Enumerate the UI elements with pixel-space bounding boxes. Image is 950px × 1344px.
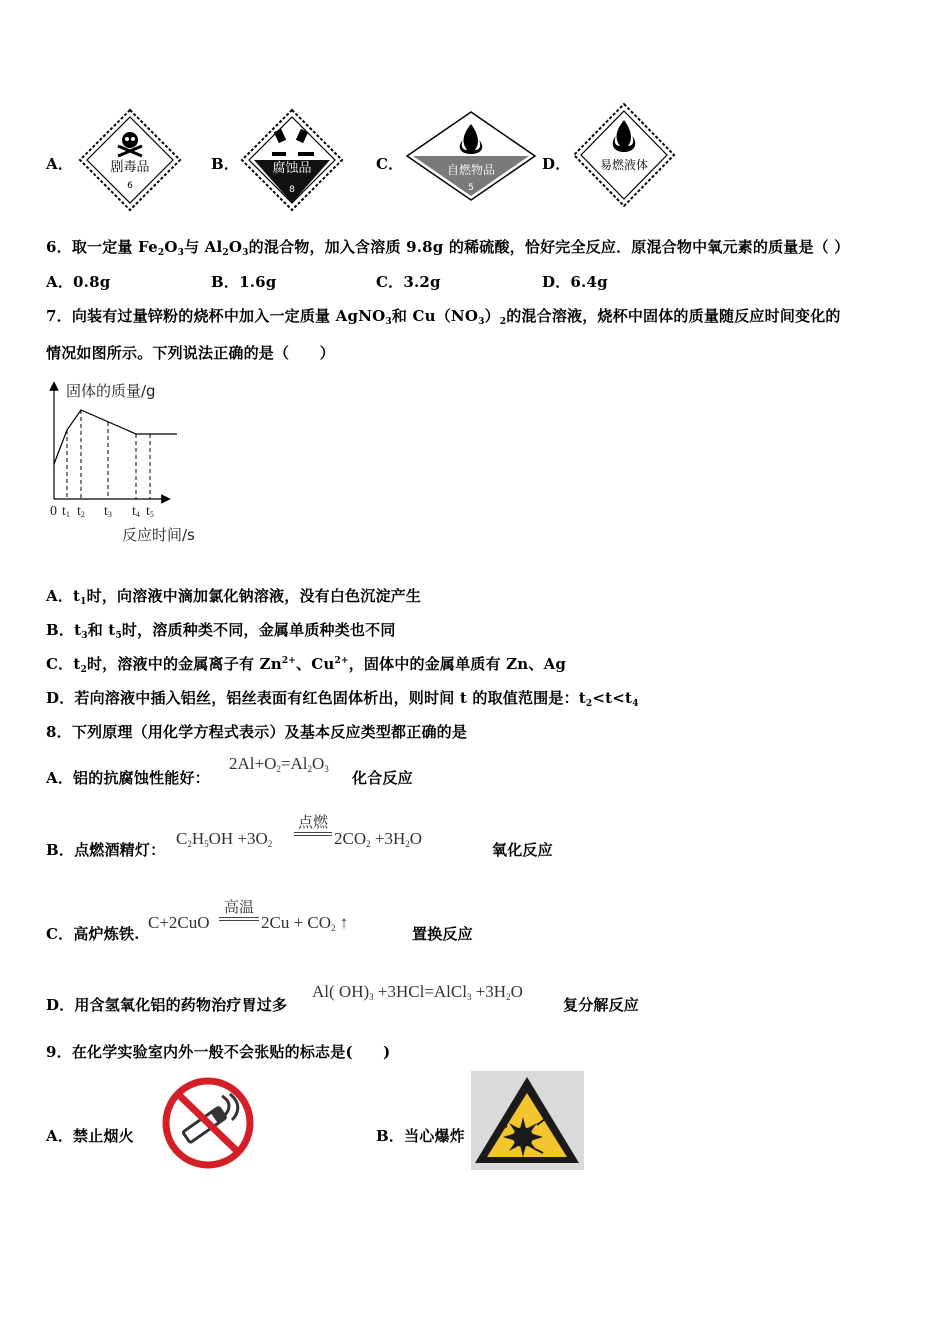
sign-number-toxic: 6 [127,181,133,191]
q8-d-equation: Al( $OH)_3$ +3HCl=AlCl$_3$ $+3H_2O$ [312,982,523,1002]
sign-text-spontaneous: 自燃物品 [446,163,496,177]
q8-option-b-label: B．点燃酒精灯： [46,841,166,859]
q8-b-equation: $C_2H_5OH +3O_2$ [176,829,273,849]
q8-stem: 8．下列原理（用化学方程式表示）及基本反应类型都正确的是 [46,723,468,741]
q8-option-d-type: 复分解反应 [563,996,640,1014]
q7-option-c: C．$t_2$时，溶液中的金属离子有 $Zn^{2+}$、$Cu^{2+}$，固体中的金属单质有 Zn、Ag [46,655,567,675]
corrosive-hazard-sign-icon [240,108,344,216]
tick-t4: t4 [132,504,140,519]
sign-number-corrosive: 8 [289,185,295,195]
mass-time-graph [42,378,232,548]
q8-c-reactants: C+2CuO [148,913,210,932]
tick-t1: t1 [62,504,70,519]
sign-text-toxic: 剧毒品 [110,160,150,175]
q6-option-d: D．6.4g [542,273,608,291]
q9-stem: 9．在化学实验室内外一般不会张贴的标志是( ) [46,1043,391,1061]
q8-option-c-label: C．高炉炼铁. [46,925,140,943]
q7-option-a: A．$t_1$时，向溶液中滴加氯化钠溶液，没有白色沉淀产生 [46,587,422,607]
toxic-hazard-sign-icon [78,108,182,216]
q8-a-equation: $2Al+O_2=Al_2O_3$ [229,754,329,774]
tick-t2: t2 [77,504,85,519]
no-smoking-sign-icon [160,1076,256,1174]
q7-option-d: D．若向溶液中插入铝丝，铝丝表面有红色固体析出，则时间 t 的取值范围是：$t_2<t<t_4$ [46,689,639,709]
tick-t3: t3 [104,504,112,519]
option-d-letter: D． [542,155,571,173]
q8-c-condition: 高温 [219,896,259,921]
q8-option-b-type: 氧化反应 [492,841,553,859]
q8-option-a-label: A．铝的抗腐蚀性能好： [46,769,210,787]
q8-option-a-type: 化合反应 [352,769,413,787]
q6-option-c: C．3.2g [376,273,441,291]
q7-option-b: B．$t_3$和 $t_5$时，溶质种类不同，金属单质种类也不同 [46,621,396,641]
option-a-letter: A． [46,155,74,173]
q6-option-b: B．1.6g [211,273,277,291]
flammable-liquid-sign-icon [572,102,676,212]
q8-option-d-label: D．用含氢氧化铝的药物治疗胃过多 [46,996,288,1014]
explosion-warning-sign-icon [471,1071,584,1174]
tick-t5: t5 [146,504,154,519]
option-b-letter: B． [211,155,240,173]
option-c-letter: C． [376,155,404,173]
q9-option-b: B．当心爆炸 [376,1127,465,1145]
q8-b-condition: 点燃 [294,811,332,836]
q8-b-products: $2CO_2 +3H_2O$ [334,829,423,849]
spontaneous-combustion-sign-icon [405,110,537,206]
q7-stem-line1: 7．向装有过量锌粉的烧杯中加入一定质量 AgNO$_3$和 $Cu(NO_3)_2$的混合溶液，烧杯中固体的质量随反应时间变化的 [46,307,841,327]
origin-label: 0 [50,504,57,519]
y-axis-label: 固体的质量/g [66,382,156,400]
sign-text-corrosive: 腐蚀品 [272,161,312,176]
q8-option-c-type: 置换反应 [412,925,473,943]
mass-curve [54,410,177,464]
sign-text-flammable: 易燃液体 [599,158,649,172]
q7-stem-line2: 情况如图所示。下列说法正确的是（ ） [46,344,335,362]
x-axis-label: 反应时间/s [122,526,195,544]
q6-option-a: A．0.8g [46,273,111,291]
q8-c-products: $2Cu + CO_2$ ↑ [261,913,349,933]
q9-option-a: A．禁止烟火 [46,1127,134,1145]
sign-number-spontaneous: 5 [468,183,474,193]
q6-stem: 6．取一定量 $Fe_2O_3$与 $Al_2O_3$的混合物，加入含溶质 9.8g 的稀硫酸，恰好完全反应．原混合物中氧元素的质量是（ ） [46,238,850,258]
